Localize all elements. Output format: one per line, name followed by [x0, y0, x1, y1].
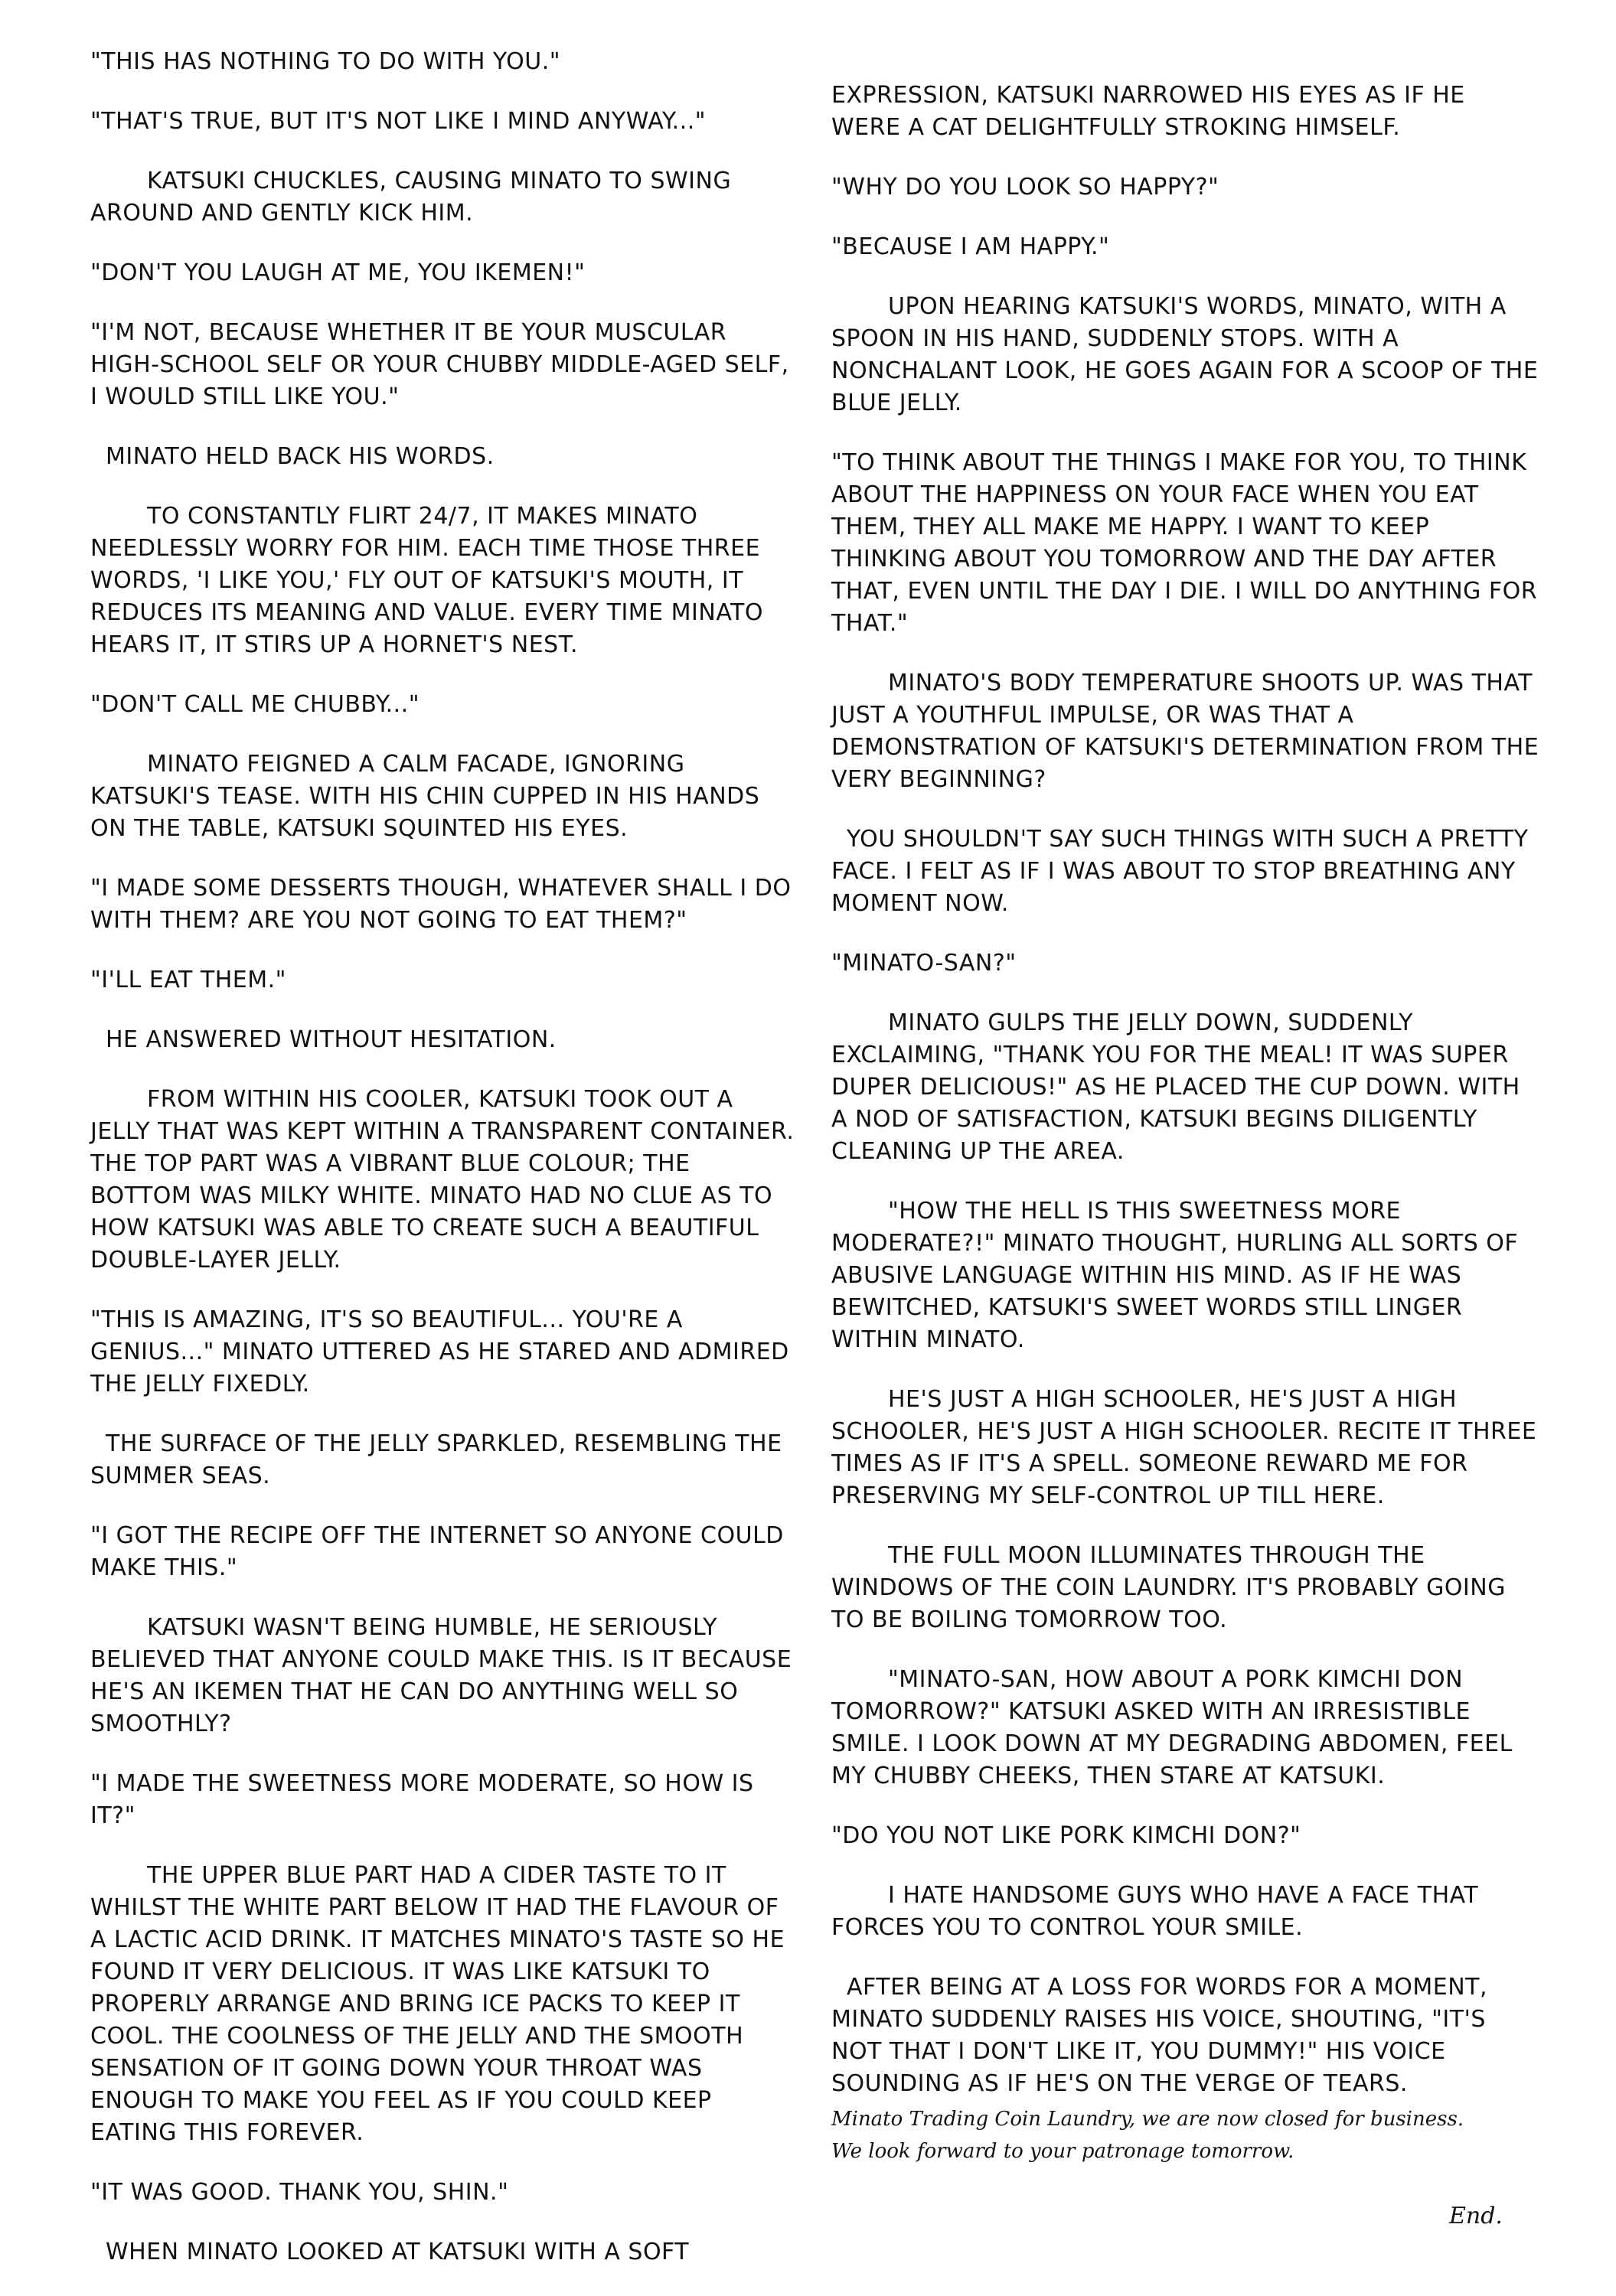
closing-note-line-2: We look forward to your patronage tomorrow. — [831, 2140, 1294, 2163]
paragraph: "IT WAS GOOD. THANK YOU, SHIN." — [90, 2179, 509, 2206]
paragraph: "TO THINK ABOUT THE THINGS I MAKE FOR YOU, TO THINK ABOUT THE HAPPINESS ON YOUR FACE WHEN YOU EAT THEM, THEY ALL MAKE ME HAPPY. I WANT TO KEEP THINKING ABOUT YOU TOMORROW AND THE DAY AFTER THAT, EVEN UNTIL THE DAY I DIE. I WILL DO ANYTHING FOR THAT." — [831, 449, 1538, 637]
left-text-column — [90, 46, 798, 2296]
paragraph: "MINATO-SAN?" — [831, 950, 1017, 977]
paragraph: "DON'T CALL ME CHUBBY..." — [90, 691, 420, 718]
paragraph: "HOW THE HELL IS THIS SWEETNESS MORE MODERATE?!" MINATO THOUGHT, HURLING ALL SORTS OF ABUSIVE LANGUAGE WITHIN HIS MIND. AS IF HE WAS BEWITCHED, KATSUKI'S SWEET WORDS STILL LINGER WITHIN MINATO. — [831, 1198, 1519, 1353]
paragraph: "I'LL EAT THEM." — [90, 967, 286, 993]
paragraph: "I MADE THE SWEETNESS MORE MODERATE, SO HOW IS IT?" — [90, 1770, 754, 1829]
paragraph: MINATO GULPS THE JELLY DOWN, SUDDENLY EXCLAIMING, "THANK YOU FOR THE MEAL! IT WAS SUPER DUPER DELICIOUS!" AS HE PLACED THE CUP DOWN. WITH A NOD OF SATISFACTION, KATSUKI BEGINS DILIGENTLY CLEANING UP THE AREA. — [831, 1009, 1520, 1165]
paragraph: THE SURFACE OF THE JELLY SPARKLED, RESEMBLING THE SUMMER SEAS. — [90, 1430, 782, 1489]
paragraph: "I GOT THE RECIPE OFF THE INTERNET SO ANYONE COULD MAKE THIS." — [90, 1522, 784, 1581]
paragraph: "DON'T YOU LAUGH AT ME, YOU IKEMEN!" — [90, 259, 586, 286]
paragraph: EXPRESSION, KATSUKI NARROWED HIS EYES AS IF HE WERE A CAT DELIGHTFULLY STROKING HIMSELF. — [831, 82, 1465, 141]
closing-note-line-1: Minato Trading Coin Laundry, we are now closed for business. — [831, 2108, 1464, 2131]
paragraph: "THIS HAS NOTHING TO DO WITH YOU." — [90, 48, 561, 75]
paragraph: MINATO FEIGNED A CALM FACADE, IGNORING KATSUKI'S TEASE. WITH HIS CHIN CUPPED IN HIS HANDS ON THE TABLE, KATSUKI SQUINTED HIS EYES. — [90, 751, 760, 842]
paragraph: "DO YOU NOT LIKE PORK KIMCHI DON?" — [831, 1822, 1301, 1849]
paragraph: YOU SHOULDN'T SAY SUCH THINGS WITH SUCH A PRETTY FACE. I FELT AS IF I WAS ABOUT TO STOP BREATHING ANY MOMENT NOW. — [831, 826, 1529, 917]
paragraph: HE'S JUST A HIGH SCHOOLER, HE'S JUST A HIGH SCHOOLER, HE'S JUST A HIGH SCHOOLER. RECITE IT THREE TIMES AS IF IT'S A SPELL. SOMEONE REWARD ME FOR PRESERVING MY SELF-CONTROL UP TILL HERE. — [831, 1386, 1537, 1509]
closing-note — [831, 2103, 1539, 2167]
paragraph: "I'M NOT, BECAUSE WHETHER IT BE YOUR MUSCULAR HIGH-SCHOOL SELF OR YOUR CHUBBY MIDDLE-AGED SELF, I WOULD STILL LIKE YOU." — [90, 319, 789, 410]
paragraph: KATSUKI CHUCKLES, CAUSING MINATO TO SWING AROUND AND GENTLY KICK HIM. — [90, 168, 732, 227]
paragraph: "I MADE SOME DESSERTS THOUGH, WHATEVER SHALL I DO WITH THEM? ARE YOU NOT GOING TO EAT THEM?" — [90, 875, 792, 934]
end-marker: End. — [1449, 2203, 1503, 2229]
paragraph: MINATO HELD BACK HIS WORDS. — [106, 443, 495, 470]
paragraph: FROM WITHIN HIS COOLER, KATSUKI TOOK OUT A JELLY THAT WAS KEPT WITHIN A TRANSPARENT CONTAINER. THE TOP PART WAS A VIBRANT BLUE COLOUR; THE BOTTOM WAS MILKY WHITE. MINATO HAD NO CLUE AS TO HOW KATSUKI WAS ABLE TO CREATE SUCH A BEAUTIFUL DOUBLE-LAYER JELLY. — [90, 1086, 795, 1274]
paragraph: WHEN MINATO LOOKED AT KATSUKI WITH A SOFT — [106, 2239, 690, 2265]
paragraph: UPON HEARING KATSUKI'S WORDS, MINATO, WITH A SPOON IN HIS HAND, SUDDENLY STOPS. WITH A NONCHALANT LOOK, HE GOES AGAIN FOR A SCOOP OF THE BLUE JELLY. — [831, 293, 1539, 416]
paragraph: I HATE HANDSOME GUYS WHO HAVE A FACE THAT FORCES YOU TO CONTROL YOUR SMILE. — [831, 1882, 1479, 1941]
paragraph: MINATO'S BODY TEMPERATURE SHOOTS UP. WAS THAT JUST A YOUTHFUL IMPULSE, OR WAS THAT A DEMONSTRATION OF KATSUKI'S DETERMINATION FROM THE VERY BEGINNING? — [831, 670, 1539, 793]
paragraph: HE ANSWERED WITHOUT HESITATION. — [106, 1026, 557, 1053]
paragraph: "THIS IS AMAZING, IT'S SO BEAUTIFUL... YOU'RE A GENIUS..." MINATO UTTERED AS HE STARED AND ADMIRED THE JELLY FIXEDLY. — [90, 1306, 789, 1397]
paragraph: AFTER BEING AT A LOSS FOR WORDS FOR A MOMENT, MINATO SUDDENLY RAISES HIS VOICE, SHOUTING, "IT'S NOT THAT I DON'T LIKE IT, YOU DUMMY!" HIS VOICE SOUNDING AS IF HE'S ON THE VERGE OF TEARS. — [831, 1974, 1488, 2097]
paragraph: "WHY DO YOU LOOK SO HAPPY?" — [831, 174, 1219, 201]
right-text-column — [831, 80, 1539, 2128]
paragraph: THE UPPER BLUE PART HAD A CIDER TASTE TO IT WHILST THE WHITE PART BELOW IT HAD THE FLAVOUR OF A LACTIC ACID DRINK. IT MATCHES MINATO'S TASTE SO HE FOUND IT VERY DELICIOUS. IT WAS LIKE KATSUKI TO PROPERLY ARRANGE AND BRING ICE PACKS TO KEEP IT COOL. THE COOLNESS OF THE JELLY AND THE SMOOTH SENSATION OF IT GOING DOWN YOUR THROAT WAS ENOUGH TO MAKE YOU FEEL AS IF YOU COULD KEEP EATING THIS FOREVER. — [90, 1862, 785, 2146]
paragraph: KATSUKI WASN'T BEING HUMBLE, HE SERIOUSLY BELIEVED THAT ANYONE COULD MAKE THIS. IS IT BECAUSE HE'S AN IKEMEN THAT HE CAN DO ANYTHING WELL SO SMOOTHLY? — [90, 1614, 792, 1737]
paragraph: "BECAUSE I AM HAPPY." — [831, 233, 1110, 260]
paragraph: THE FULL MOON ILLUMINATES THROUGH THE WINDOWS OF THE COIN LAUNDRY. IT'S PROBABLY GOING TO BE BOILING TOMORROW TOO. — [831, 1542, 1506, 1633]
paragraph: "MINATO-SAN, HOW ABOUT A PORK KIMCHI DON TOMORROW?" KATSUKI ASKED WITH AN IRRESISTIBLE SMILE. I LOOK DOWN AT MY DEGRADING ABDOMEN, FEEL MY CHUBBY CHEEKS, THEN STARE AT KATSUKI. — [831, 1666, 1513, 1789]
paragraph: TO CONSTANTLY FLIRT 24/7, IT MAKES MINATO NEEDLESSLY WORRY FOR HIM. EACH TIME THOSE THREE WORDS, 'I LIKE YOU,' FLY OUT OF KATSUKI'S MOUTH, IT REDUCES ITS MEANING AND VALUE. EVERY TIME MINATO HEARS IT, IT STIRS UP A HORNET'S NEST. — [90, 503, 763, 658]
paragraph: "THAT'S TRUE, BUT IT'S NOT LIKE I MIND ANYWAY..." — [90, 108, 707, 135]
